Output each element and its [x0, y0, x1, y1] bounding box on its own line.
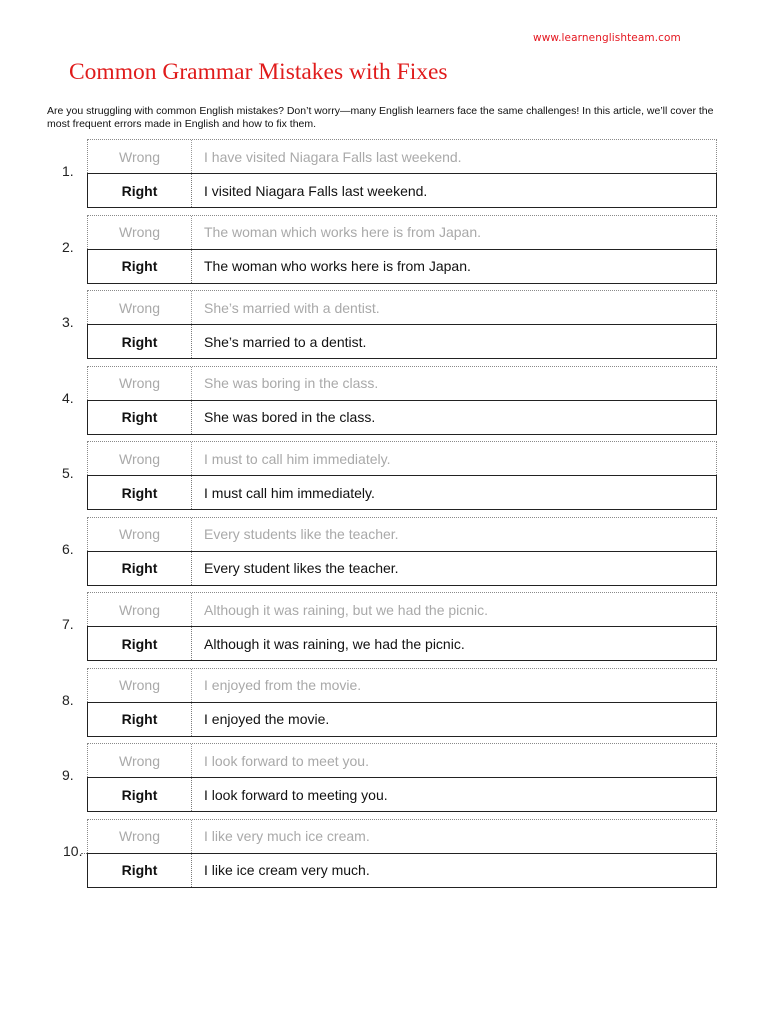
right-label: Right: [88, 250, 192, 283]
wrong-row: [87, 215, 717, 249]
wrong-label: Wrong: [88, 820, 192, 853]
item-number: 2.: [62, 238, 74, 255]
wrong-sentence: Although it was raining, but we had the picnic.: [204, 601, 489, 618]
right-row: [87, 551, 717, 586]
right-sentence: I look forward to meeting you.: [204, 786, 388, 803]
mistake-item: [0, 668, 768, 744]
right-sentence: She was bored in the class.: [204, 409, 376, 425]
wrong-row: [87, 139, 717, 173]
mistake-item: [0, 139, 768, 215]
wrong-sentence: Every students like the teacher.: [204, 526, 399, 542]
right-sentence: I like ice cream very much.: [204, 862, 370, 878]
wrong-sentence: I must to call him immediately.: [204, 450, 391, 467]
right-row: [87, 173, 717, 208]
item-number: 8.: [62, 691, 74, 708]
right-label: Right: [88, 627, 192, 660]
page-title: Common Grammar Mistakes with Fixes: [69, 59, 448, 85]
right-sentence: Every student likes the teacher.: [204, 560, 399, 576]
mistake-item: [0, 366, 768, 442]
right-row: [87, 249, 717, 284]
wrong-row: [87, 290, 717, 324]
right-row: [87, 626, 717, 661]
wrong-sentence: I have visited Niagara Falls last weekend.: [204, 148, 462, 165]
right-row: [87, 475, 717, 510]
wrong-sentence: She’s married with a dentist.: [204, 299, 380, 316]
wrong-sentence: I look forward to meet you.: [204, 752, 369, 769]
wrong-row: [87, 366, 717, 400]
item-number: 9.: [62, 767, 74, 783]
mistake-item: [0, 215, 768, 291]
wrong-row: [87, 743, 717, 777]
right-row: [87, 853, 717, 888]
right-label: Right: [88, 325, 192, 358]
right-sentence: I must call him immediately.: [204, 484, 375, 501]
mistake-item: [0, 592, 768, 668]
right-label: Right: [88, 703, 192, 736]
wrong-label: Wrong: [88, 669, 192, 702]
item-number: 4.: [62, 389, 74, 406]
mistake-item: [0, 517, 768, 593]
right-sentence: The woman who works here is from Japan.: [204, 258, 471, 274]
wrong-row: [87, 668, 717, 702]
wrong-row: [87, 517, 717, 551]
mistake-item: [0, 743, 768, 819]
item-number: 7.: [62, 616, 74, 632]
wrong-label: Wrong: [88, 593, 192, 626]
wrong-label: Wrong: [88, 140, 192, 173]
wrong-row: [87, 819, 717, 853]
wrong-sentence: I like very much ice cream.: [204, 828, 370, 844]
item-number: 10.: [63, 842, 83, 859]
wrong-row: [87, 592, 717, 626]
right-label: Right: [88, 552, 192, 585]
wrong-row: [87, 441, 717, 475]
intro-paragraph: Are you struggling with common English mistakes? Don’t worry—many English learners face the same challenges! In this article, we’ll cover the most frequent errors made in English and how to fix them.: [47, 105, 714, 130]
right-row: [87, 777, 717, 812]
right-row: [87, 702, 717, 737]
right-sentence: She’s married to a dentist.: [204, 333, 367, 350]
right-sentence: I enjoyed the movie.: [204, 711, 330, 727]
wrong-sentence: She was boring in the class.: [204, 375, 379, 391]
right-label: Right: [88, 476, 192, 509]
right-label: Right: [88, 401, 192, 434]
wrong-label: Wrong: [88, 442, 192, 475]
item-number: 5.: [62, 465, 74, 481]
right-label: Right: [88, 854, 192, 887]
wrong-sentence: I enjoyed from the movie.: [204, 677, 362, 693]
item-number: 3.: [62, 314, 74, 330]
right-sentence: I visited Niagara Falls last weekend.: [204, 182, 428, 199]
mistakes-list: [0, 139, 768, 894]
right-label: Right: [88, 174, 192, 207]
wrong-label: Wrong: [88, 367, 192, 400]
wrong-label: Wrong: [88, 216, 192, 249]
item-number: 6.: [62, 540, 74, 557]
site-url[interactable]: www.learnenglishteam.com: [533, 32, 681, 44]
right-row: [87, 400, 717, 435]
right-label: Right: [88, 778, 192, 811]
right-row: [87, 324, 717, 359]
right-sentence: Although it was raining, we had the picnic.: [204, 635, 465, 652]
wrong-sentence: The woman which works here is from Japan.: [204, 224, 481, 240]
mistake-item: [0, 290, 768, 366]
mistake-item: [0, 819, 768, 895]
wrong-label: Wrong: [88, 518, 192, 551]
wrong-label: Wrong: [88, 291, 192, 324]
item-number: 1.: [62, 163, 74, 179]
wrong-label: Wrong: [88, 744, 192, 777]
mistake-item: [0, 441, 768, 517]
